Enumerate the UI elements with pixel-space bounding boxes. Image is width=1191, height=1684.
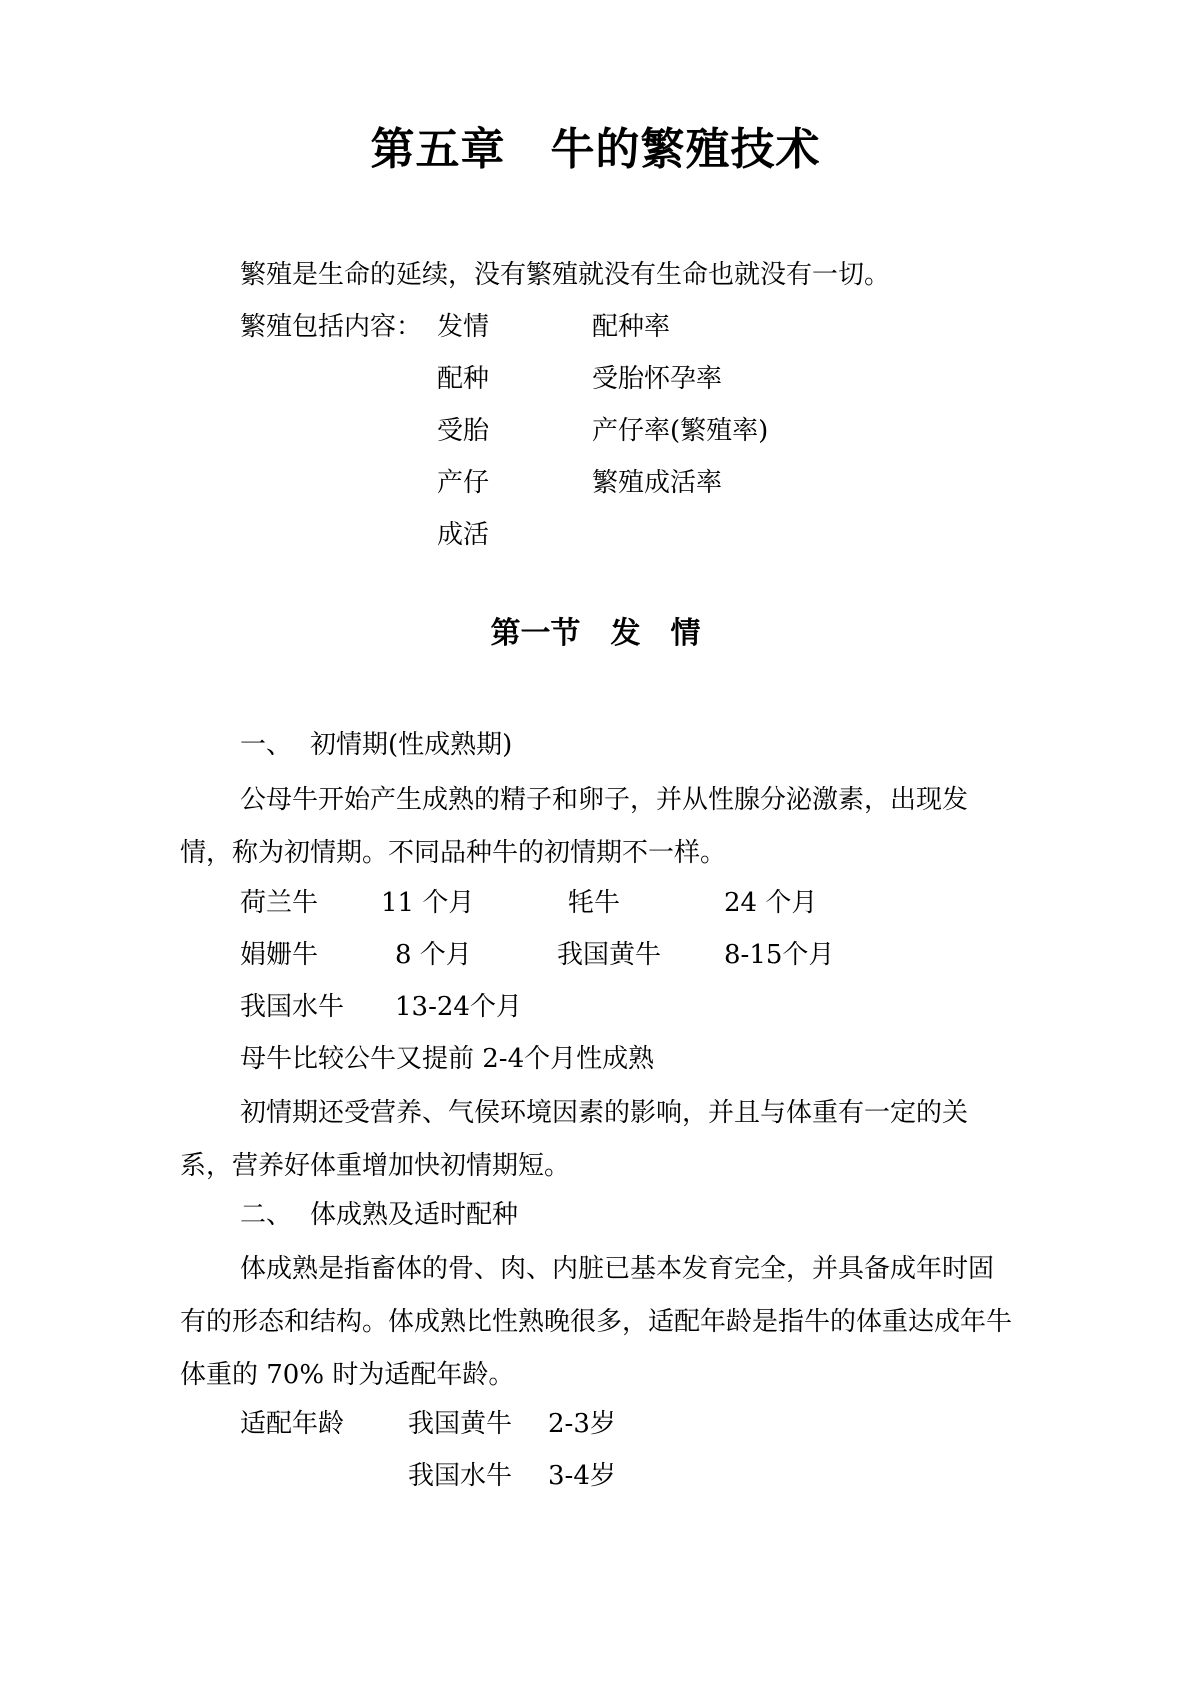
breed-name: 娟姗牛: [240, 940, 319, 970]
contents-col2-item: 配种率: [592, 312, 671, 342]
subsection-number: 一、: [240, 730, 293, 760]
age-breed: 我国水牛: [408, 1461, 513, 1491]
subsection-number: 二、: [240, 1200, 293, 1230]
paragraph-factors: 初情期还受营养、气侯环境因素的影响，并且与体重有一定的关系，营养好体重增加快初情期短。: [180, 1098, 969, 1181]
breed-age: 13-24个月: [395, 992, 522, 1022]
breed-name: 我国黄牛: [557, 940, 662, 970]
subsection-heading: 体成熟及适时配种: [310, 1200, 519, 1230]
contents-col2-item: 产仔率(繁殖率): [592, 416, 769, 446]
breed-age: 24 个月: [724, 888, 818, 918]
chapter-title: 第五章 牛的繁殖技术: [370, 124, 821, 175]
breed-age: 11 个月: [381, 888, 475, 918]
breed-name: 牦牛: [568, 888, 621, 918]
subsection-heading: 初情期(性成熟期): [310, 730, 513, 760]
contents-col1-item: 受胎: [437, 416, 490, 446]
contents-label: 繁殖包括内容：: [240, 312, 423, 342]
age-label: 适配年龄: [240, 1409, 345, 1439]
contents-col2-item: 受胎怀孕率: [592, 364, 723, 394]
contents-col1-item: 发情: [437, 312, 490, 342]
contents-col1-item: 成活: [437, 520, 490, 550]
paragraph-puberty: 公母牛开始产生成熟的精子和卵子，并从性腺分泌激素，出现发情，称为初情期。不同品种牛的初情期不一样。: [180, 785, 969, 868]
paragraph-body-maturity: 体成熟是指畜体的骨、肉、内脏已基本发育完全，并具备成年时固有的形态和结构。体成熟比性熟晚很多，适配年龄是指牛的体重达成年牛体重的 70% 时为适配年龄。: [180, 1254, 1013, 1390]
section-title: 第一节 发 情: [490, 616, 701, 651]
breed-name: 我国水牛: [240, 992, 345, 1022]
breed-name: 荷兰牛: [240, 888, 319, 918]
contents-col1-item: 配种: [437, 364, 490, 394]
breed-age: 8 个月: [395, 940, 472, 970]
note-line: 母牛比较公牛又提前 2-4个月性成熟: [240, 1044, 655, 1074]
intro-line: 繁殖是生命的延续，没有繁殖就没有生命也就没有一切。: [240, 260, 891, 290]
breed-age: 8-15个月: [724, 940, 835, 970]
age-breed: 我国黄牛: [408, 1409, 513, 1439]
age-value: 3-4岁: [548, 1461, 616, 1491]
contents-col1-item: 产仔: [437, 468, 490, 498]
age-value: 2-3岁: [548, 1409, 616, 1439]
contents-col2-item: 繁殖成活率: [592, 468, 723, 498]
